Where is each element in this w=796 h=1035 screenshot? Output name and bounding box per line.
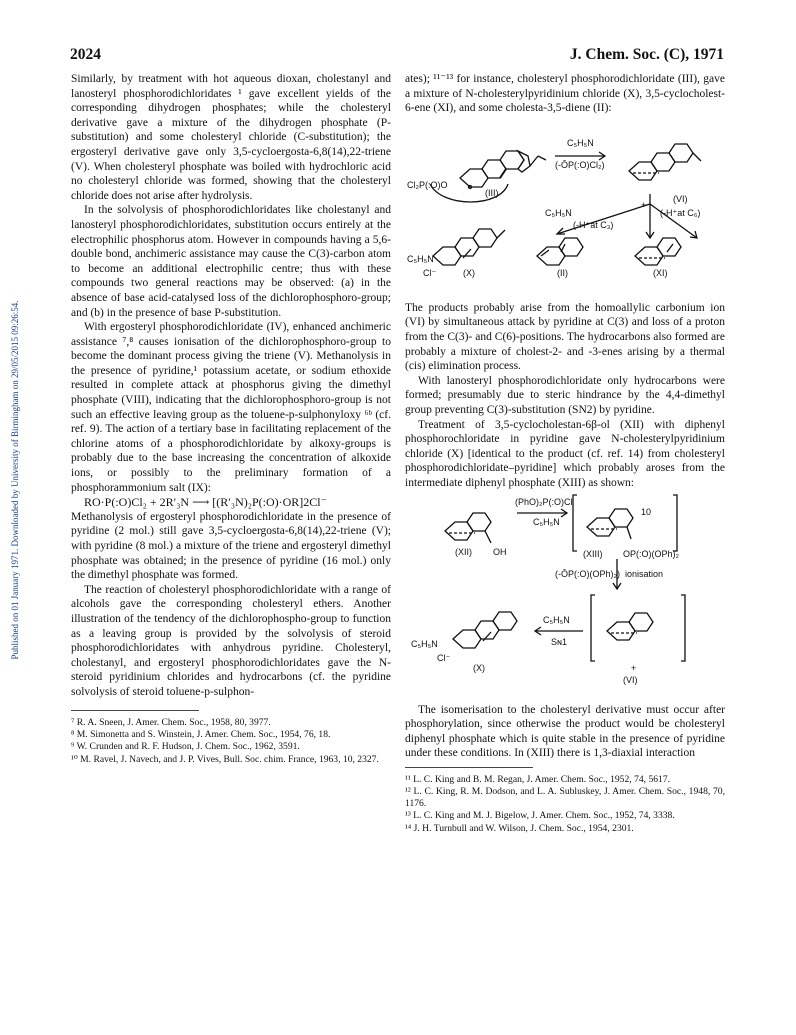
- cyclosteroid-XII-structure: [445, 513, 491, 543]
- diene-II-structure: [537, 238, 583, 265]
- footnote: ¹² L. C. King, R. M. Dodson, and L. A. Subluskey, J. Amer. Chem. Soc., 1948, 70, 1176.: [405, 786, 725, 809]
- page-header: [70, 46, 724, 68]
- compound-label-X: (X): [463, 267, 475, 278]
- reagent-pyridine: C₅H₅N: [533, 516, 560, 527]
- paragraph: With ergosteryl phosphorodichloridate (IV), enhanced anchimeric assistance ⁷,⁸ causes ionisation of the dichlorophosphoro-group to become the dominant process giving the triene (V). Methanolysis in the presence of pyridine,¹ potassium acetate, or sodium ethoxide resulted in complete attack at phosphorus giving the dimethyl phosphate (VIII), indicating that the dichlorophosphoro-group is not such an effective leaving group as the toluene-p-sulphonyloxy ⁶ᵇ (cf. ref. 9). The action of a tertiary base in facilitating replacement of the chlorine atoms of a phosphorodichloridate by alkoxy-groups is probably due to the base increasing the concentration of alkoxide ions, or possibly to the preliminary formation of a phosphorammonium salt (IX):: [71, 321, 391, 494]
- compound-label-III: (III): [485, 187, 499, 198]
- paragraph: ates); ¹¹⁻¹³ for instance, cholesteryl phosphorodichloridate (III), gave a mixture of N-cholesterylpyridinium chloride (X), 3,5-cyclocholest-6-ene (XI), and some cholesta-3,5-diene (II):: [405, 73, 725, 115]
- diphenylphosphate-XIII-structure: [587, 509, 633, 539]
- footnotes: [71, 717, 391, 766]
- footnote-rule: [405, 767, 533, 768]
- reaction-scheme-2: [405, 491, 725, 703]
- compound-label-VI: (VI): [673, 193, 688, 204]
- equation-IX: RO·P(:O)Cl₂ + 2R′₃N ⟶ [(R′₃N)₂P(:O)·OR]2Cl⁻: [84, 495, 327, 510]
- sn1-label: Sɴ1: [551, 636, 567, 647]
- substituent-label: Cl₂P(:O)O: [407, 179, 448, 190]
- paragraph: The isomerisation to the cholesteryl derivative must occur after phosphorylation, since otherwise the product would be cholesteryl diphenyl phosphate which is quite stable in the presence of pyridine under these conditions. In (XIII) there is 1,3-diaxial interaction: [405, 703, 725, 760]
- compound-label-XI: (XI): [653, 267, 668, 278]
- carbocation-VI-structure: [629, 144, 701, 180]
- footnote: ¹³ L. C. King and M. J. Bigelow, J. Amer. Chem. Soc., 1952, 74, 3338.: [405, 810, 675, 822]
- pyridinium-X-structure-2: [453, 612, 517, 648]
- footnote: ¹⁴ J. H. Turnbull and W. Wilson, J. Chem. Soc., 1954, 2301.: [405, 822, 634, 834]
- footnote: ¹⁰ M. Ravel, J. Navech, and J. P. Vives, Bull. Soc. chim. France, 1963, 10, 2327.: [71, 753, 379, 765]
- page-number: 2024: [70, 46, 101, 63]
- carbocation-VI-structure-2: [607, 613, 653, 640]
- plus-sign-2: +: [631, 662, 637, 673]
- compound-label-XIII: (XIII): [583, 548, 603, 559]
- ionisation-loss-label: (-ŌP(:O)(OPh)₂): [555, 568, 620, 579]
- paragraph: The reaction of cholesteryl phosphorodichloridate with a range of alcohols gave the corresponding cholesteryl ethers. Another illustration of the tendency of the dichlorophospho-group to function as a leaving group is provided by the solvolysis of steroid phosphorodichloridates with anhydrous pyridine. Cholesteryl, cholestanyl, and ergosteryl phosphorodichloridates gave the N-steroid pyridinium chlorides and hydrocarbons (cf. the pyridine solvolysis of steroid toluene-p-sulphon-: [71, 583, 391, 698]
- paragraph: With lanosteryl phosphorodichloridate only hydrocarbons were formed; presumably due to steric hindrance by the 4,4-dimethyl group preventing C(3)-substitution (SN2) by pyridine.: [405, 374, 725, 416]
- compound-label-VI-2: (VI): [623, 674, 638, 685]
- reagent-pyridine: C₅H₅N: [567, 137, 594, 148]
- compound-label-XII: (XII): [455, 546, 472, 557]
- footnote: ⁹ W. Crunden and R. F. Hudson, J. Chem. Soc., 1962, 3591.: [71, 741, 300, 753]
- reaction-scheme-1: [405, 116, 725, 301]
- footnote: ⁸ M. Simonetta and S. Winstein, J. Amer. Chem. Soc., 1954, 76, 18.: [71, 728, 331, 740]
- ionisation-label: ionisation: [625, 568, 664, 579]
- cyclosteroid-XI-structure: [635, 238, 681, 265]
- compound-label-X-2: (X): [473, 662, 485, 673]
- left-column: [71, 72, 391, 766]
- reagent-diphenylphosphorochloridate: (PhO)₂P(:O)Cl: [515, 496, 573, 507]
- compound-label-II: (II): [557, 267, 568, 278]
- reagent-loss: (-ŌP(:O)Cl₂): [555, 159, 605, 170]
- pyridinium-label-2: C₅H₅N: [411, 638, 438, 649]
- right-column: [405, 72, 725, 835]
- reagent-pyridine-2: C₅H₅N: [545, 207, 572, 218]
- hydroxyl-label: OH: [493, 546, 507, 557]
- phosphate-label: OP(:O)(OPh)₂: [623, 548, 679, 559]
- journal-reference: J. Chem. Soc. (C), 1971: [569, 46, 724, 63]
- paragraph: Treatment of 3,5-cyclocholestan-6β-ol (XII) with diphenyl phosphorochloridate in pyridine gave N-cholesterylpyridinium chloride (X) [identical to the product (cf. ref. 14) from cholesteryl phosphorodichloridate–pyridine] which probably aroses from the intermediate diphenyl phosphate (XIII) as shown:: [405, 418, 725, 489]
- paragraph: Similarly, by treatment with hot aqueous dioxan, cholestanyl and lanosteryl phosphorodichloridates ¹ gave excellent yields of the corresponding dihydrogen phosphates; while the cholesteryl derivative gave a mixture of the dihydrogen phosphate (P-substitution) and some cholesteryl chloride (C-substitution); the ergosteryl derivative gave only 3,5-cycloergosta-6,8(14),22-triene (V). When cholesteryl phosphate was boiled with hydrochloric acid no cholesteryl chloride was formed, showing that the cholesteryl chloride does not arise after hydrolysis.: [71, 73, 391, 202]
- chloride-label: Cl⁻: [423, 267, 437, 278]
- paragraph: Methanolysis of ergosteryl phosphorodichloridate in the presence of pyridine (2 mol.) still gave 3,5-cycloergosta-6,8(14),22-triene (V); with pyridine (8 mol.) a mixture of the triene and ergosteryl dimethyl phosphate was obtained; in the presence of pyridine (16 mol.) only the dimethyl phosphate was formed.: [71, 510, 391, 582]
- paragraph: In the solvolysis of phosphorodichloridates like cholestanyl and lanosteryl phosphorodichloridates, substitution occurs entirely at the electrophilic phosphorus atom. However in compounds having a 5,6-double bond, anchimeric assistance may cause the C(3)-carbon atom to become an additional electrophilic centre; thus with these compounds two general reactions may be observed: (a) in the absence of base acid-catalysed loss of the dichlorophosphoro-group; and (b) in the presence of base P-substitution.: [71, 204, 391, 319]
- pyridinium-X-structure: [433, 229, 505, 265]
- paragraph: The products probably arise from the homoallylic carbonium ion (VI) by simultaneous attack by pyridine at C(3) and loss of a proton from the C(3)- and C(6)-positions. The hydrocarbons also formed are probably a mixture of cholest-2- and -3-enes arising by a thermal (cis) elimination process.: [405, 301, 725, 373]
- footnotes: [405, 774, 725, 834]
- pyridinium-label: C₅H₅N: [407, 253, 434, 264]
- chloride-label-2: Cl⁻: [437, 652, 451, 663]
- loss-h6: (-H⁺at C₆): [660, 207, 701, 218]
- plus-sign: +: [641, 199, 647, 210]
- carbon-10-label: 10: [641, 506, 652, 517]
- download-notice: [0, 0, 20, 1035]
- loss-h3: (-H⁺at C₃): [573, 219, 614, 230]
- footnote: ⁷ R. A. Sneen, J. Amer. Chem. Soc., 1958, 80, 3977.: [71, 716, 271, 728]
- download-notice-text: Published on 01 January 1971. Downloaded by University of Birmingham on 29/05/2015 09:26:54.: [10, 300, 20, 660]
- reagent-pyridine-3: C₅H₅N: [543, 614, 570, 625]
- footnote: ¹¹ L. C. King and B. M. Regan, J. Amer. Chem. Soc., 1952, 74, 5617.: [405, 773, 671, 785]
- footnote-rule: [71, 710, 199, 711]
